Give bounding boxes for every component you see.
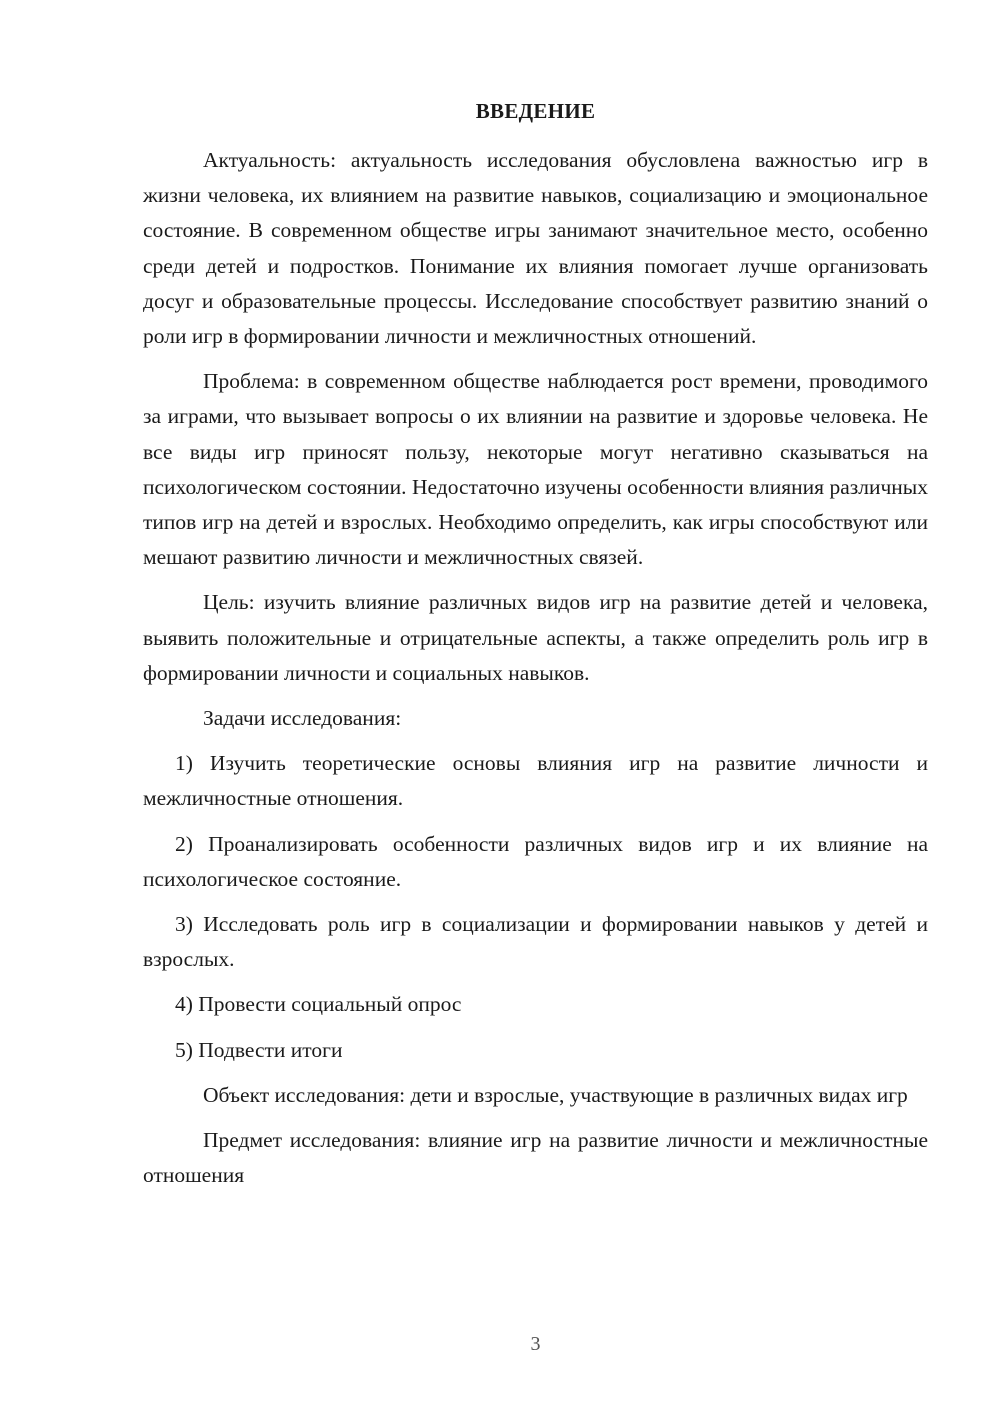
task-item-3: 3) Исследовать роль игр в социализации и формировании навыков у детей и взрослых. [143,912,928,972]
paragraph-goal: Цель: изучить влияние различных видов игр на развитие детей и человека, выявить положительные и отрицательные аспекты, а также определить роль игр в формировании личности и социальных навыков. [143,590,928,685]
paragraph-object: Объект исследования: дети и взрослые, участвующие в различных видах игр [203,1082,908,1107]
document-page [143,0,928,1414]
page-number: 3 [530,1333,541,1355]
task-item-5: 5) Подвести итоги [175,1037,343,1062]
task-item-1: 1) Изучить теоретические основы влияния игр на развитие личности и межличностные отношения. [143,751,928,811]
document-body [143,143,928,1203]
task-item-2: 2) Проанализировать особенности различных видов игр и их влияние на психологическое состояние. [143,831,928,891]
paragraph-subject: Предмет исследования: влияние игр на развитие личности и межличностные отношения [143,1128,928,1188]
task-item-4: 4) Провести социальный опрос [175,992,462,1017]
paragraph-problem: Проблема: в современном обществе наблюдается рост времени, проводимого за играми, что вызывает вопросы о их влиянии на развитие и здоровье человека. Не все виды игр приносят пользу, некоторые могут негативно сказываться на психологическом состоянии. Недостаточно изучены особенности влияния различных типов игр на детей и взрослых. Необходимо определить, как игры способствуют или мешают развитию личности и межличностных связей. [143,369,928,570]
page-title: ВВЕДЕНИЕ [475,99,596,123]
paragraph-tasks-title: Задачи исследования: [203,706,402,731]
paragraph-relevance: Актуальность: актуальность исследования обусловлена важностью игр в жизни человека, их влиянием на развитие навыков, социализацию и эмоциональное состояние. В современном обществе игры занимают значительное место, особенно среди детей и подростков. Понимание их влияния помогает лучше организовать досуг и образовательные процессы. Исследование способствует развитию знаний о роли игр в формировании личности и межличностных отношений. [143,148,928,349]
